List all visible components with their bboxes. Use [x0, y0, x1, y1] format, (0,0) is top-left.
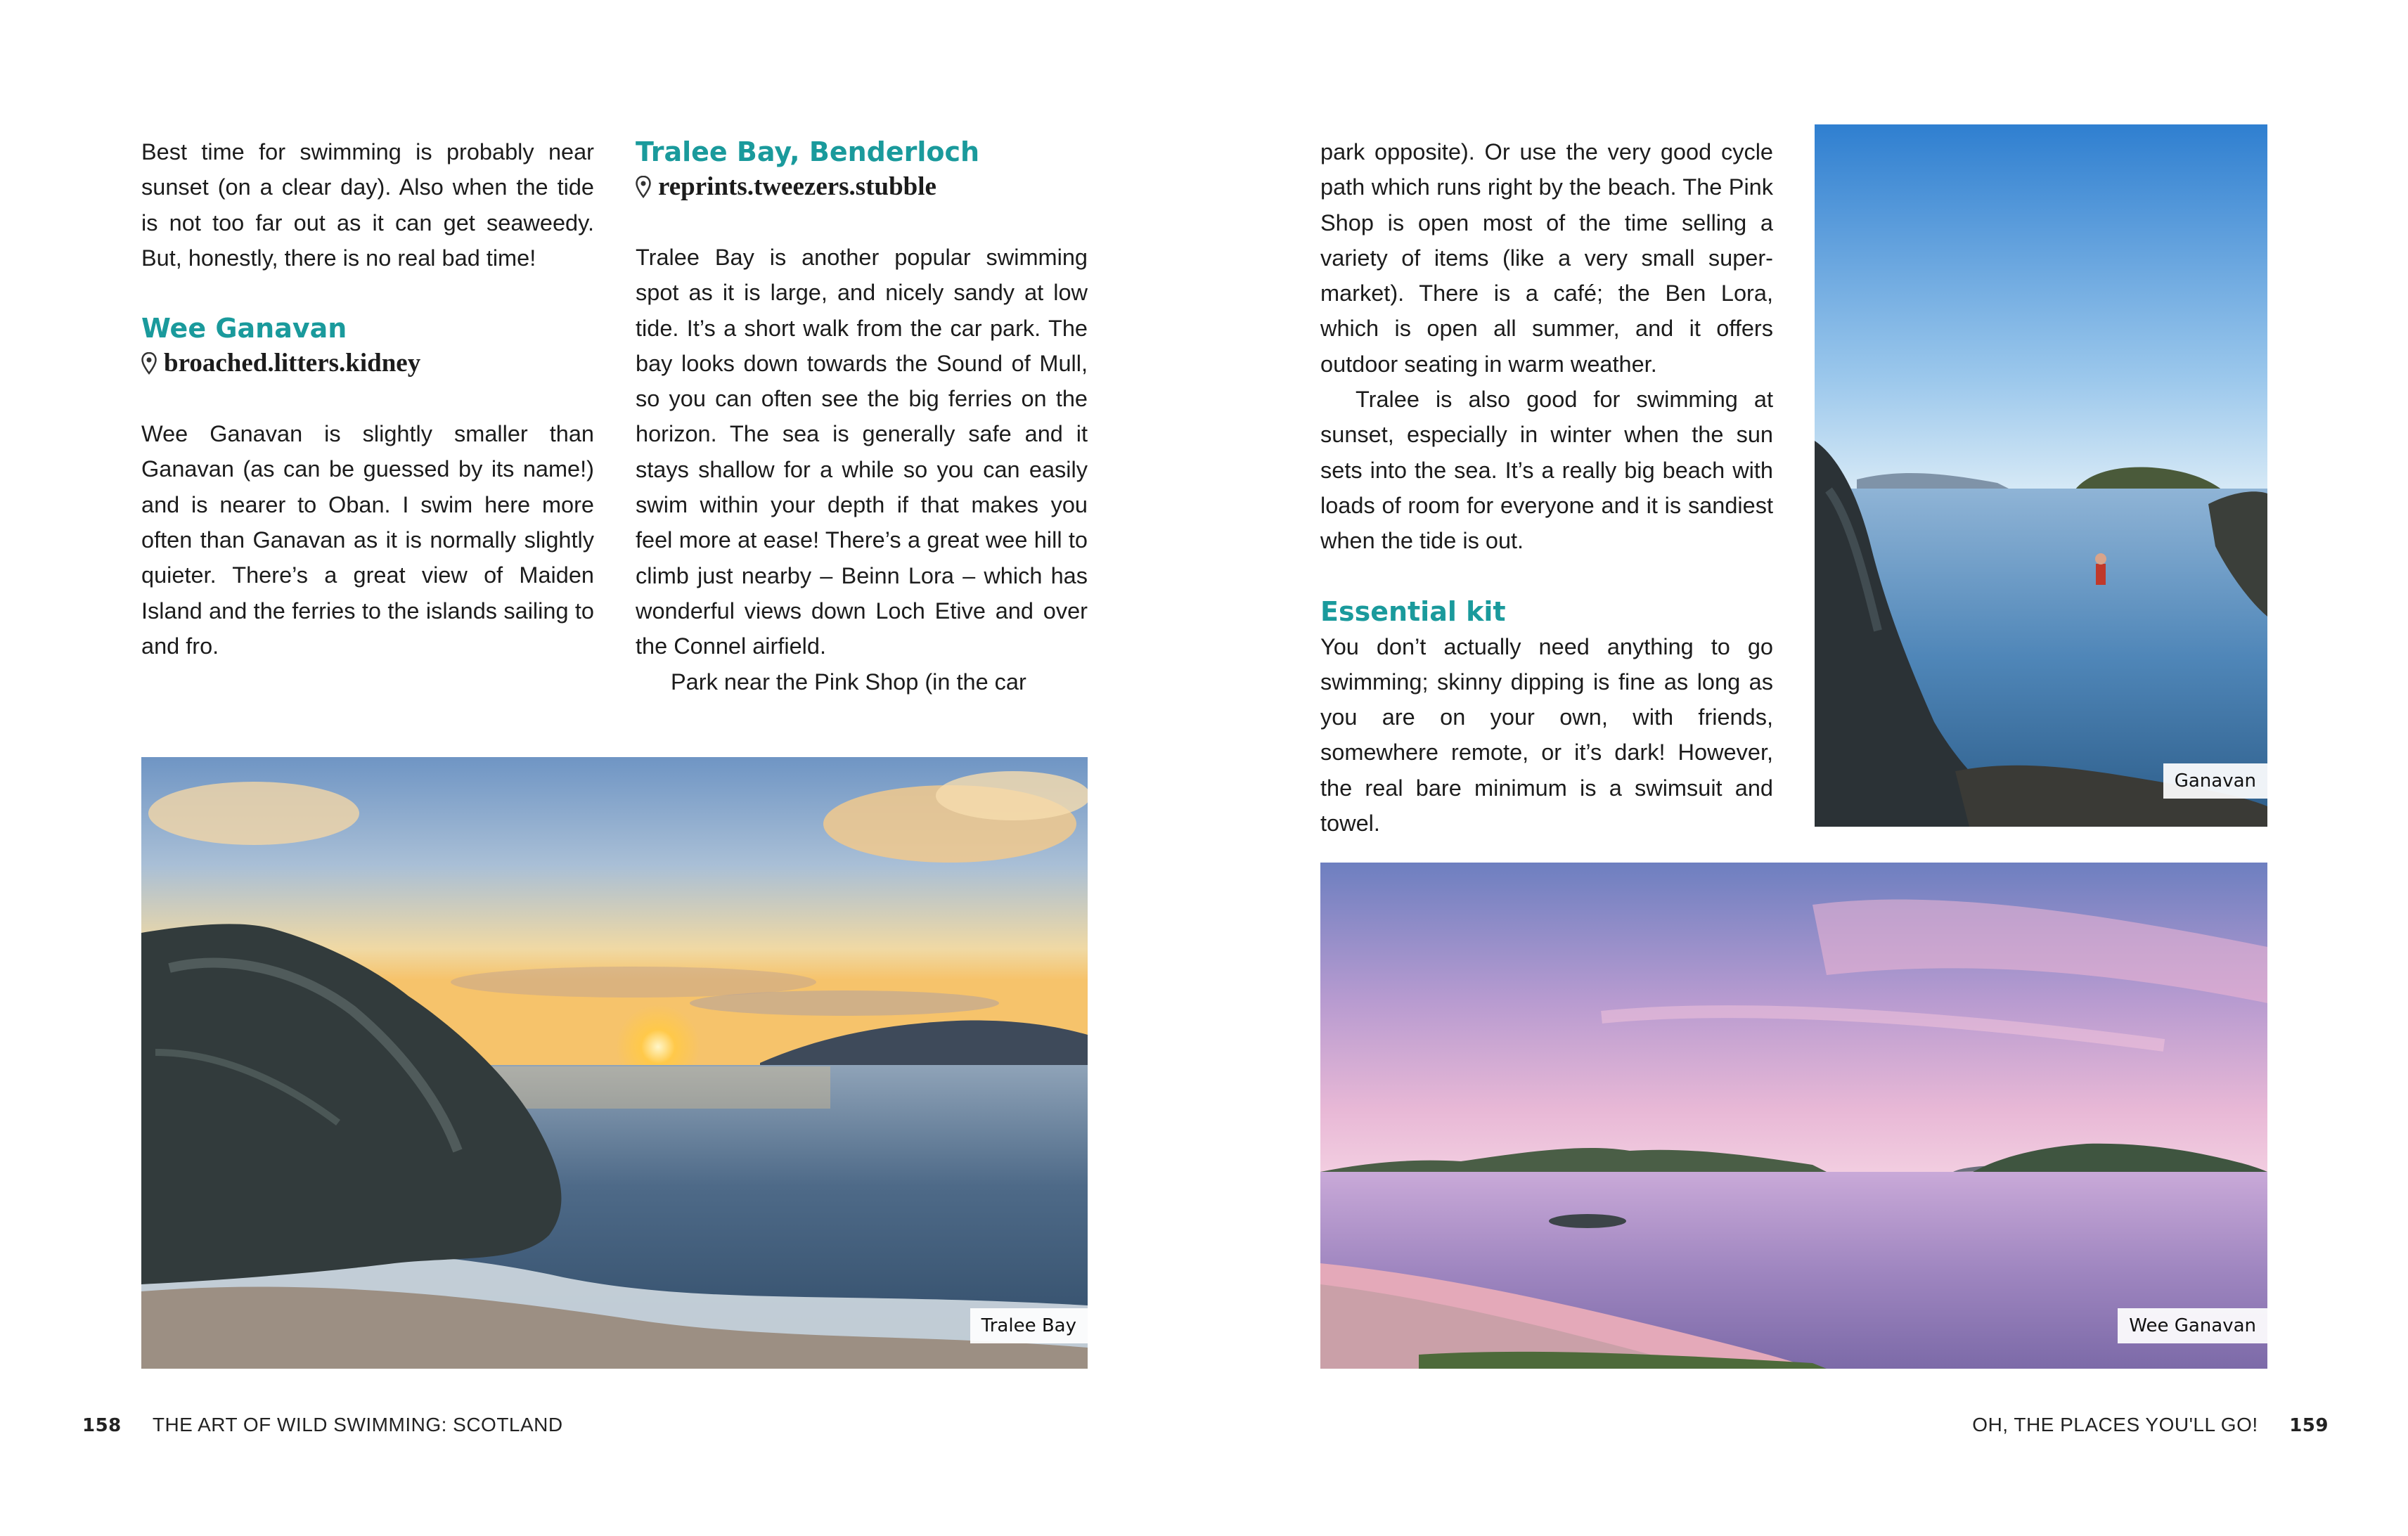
photo-wee-ganavan [1320, 863, 2267, 1369]
map-pin-icon [636, 176, 651, 198]
running-title: THE ART OF WILD SWIMMING: SCOTLAND [152, 1414, 563, 1435]
paragraph-parking: Park near the Pink Shop (in the car [671, 669, 1026, 695]
photo-caption: Wee Ganavan [2118, 1308, 2267, 1343]
location-code [141, 346, 594, 381]
photo-tralee-bay [141, 757, 1088, 1369]
left-column-2 [636, 134, 1088, 699]
running-title: OH, THE PLACES YOU'LL GO! [1972, 1414, 2258, 1435]
right-footer [1972, 1409, 2329, 1441]
paragraph-essential-kit: You don’t actually need anything to go swimming; skinny dipping is fine as long as you are on your own, with friends, somewhere remote, or it’s dark! However, the real bare minimum is a swimsuit and towel. [1320, 633, 1773, 837]
left-column-1 [141, 134, 594, 664]
paragraph-wee-ganavan: Wee Ganavan is slightly smaller than Ganavan (as can be guessed by its name!) and is nearer to Oban. I swim here more often than Ganavan as it is normally slightly quieter. There’s a great view of Maiden Island and the ferries to the islands sailing to and fro. [141, 421, 594, 659]
right-column [1320, 134, 1773, 841]
paragraph-intro: Best time for swimming is probably near sunset (on a clear day). Also when the tide is not too far out as it can get seaweedy. But, honestly, there is no real bad time! [141, 139, 594, 271]
photo-caption: Ganavan [2163, 763, 2267, 799]
photo-caption: Tralee Bay [970, 1308, 1088, 1343]
location-code-text: broached.litters.kidney [164, 349, 421, 378]
page-number: 158 [82, 1415, 122, 1436]
section-heading-wee-ganavan: Wee Ganavan [141, 313, 347, 344]
paragraph-tralee-bay: Tralee Bay is another popular swimming spot as it is large, and nicely sandy at low tide. It’s a short walk from the car park. The bay looks down towards the Sound of Mull, so you can often see the big ferries on the horizon. The sea is generally safe and it stays shallow for a while so you can easily swim within your depth if that makes you feel more at ease! There’s a great wee hill to climb just nearby – Beinn Lora – which has wonderful views down Loch Etive and over the Connel airfield. [636, 245, 1088, 659]
paragraph-sunset: Tralee is also good for swimming at sunset, especially in winter when the sun sets into the sea. It’s a really big beach with loads of room for everyone and it is sandiest when the tide is out. [1320, 387, 1773, 554]
map-pin-icon [141, 352, 157, 375]
page-number: 159 [2289, 1415, 2329, 1436]
section-heading-essential-kit: Essential kit [1320, 595, 1506, 627]
section-heading-tralee-bay: Tralee Bay, Benderloch [636, 136, 980, 167]
location-code-text: reprints.tweezers.stubble [658, 172, 936, 201]
location-code [636, 169, 1088, 205]
paragraph-cycle-path: park opposite). Or use the very good cycle path which runs right by the beach. The Pink Shop is open most of the time selling a variety of items (like a very small super-market). There is a café; the Ben Lora, which is open all summer, and it offers outdoor seating in warm weather. [1320, 139, 1773, 377]
left-footer [82, 1409, 563, 1441]
photo-ganavan [1815, 124, 2267, 827]
